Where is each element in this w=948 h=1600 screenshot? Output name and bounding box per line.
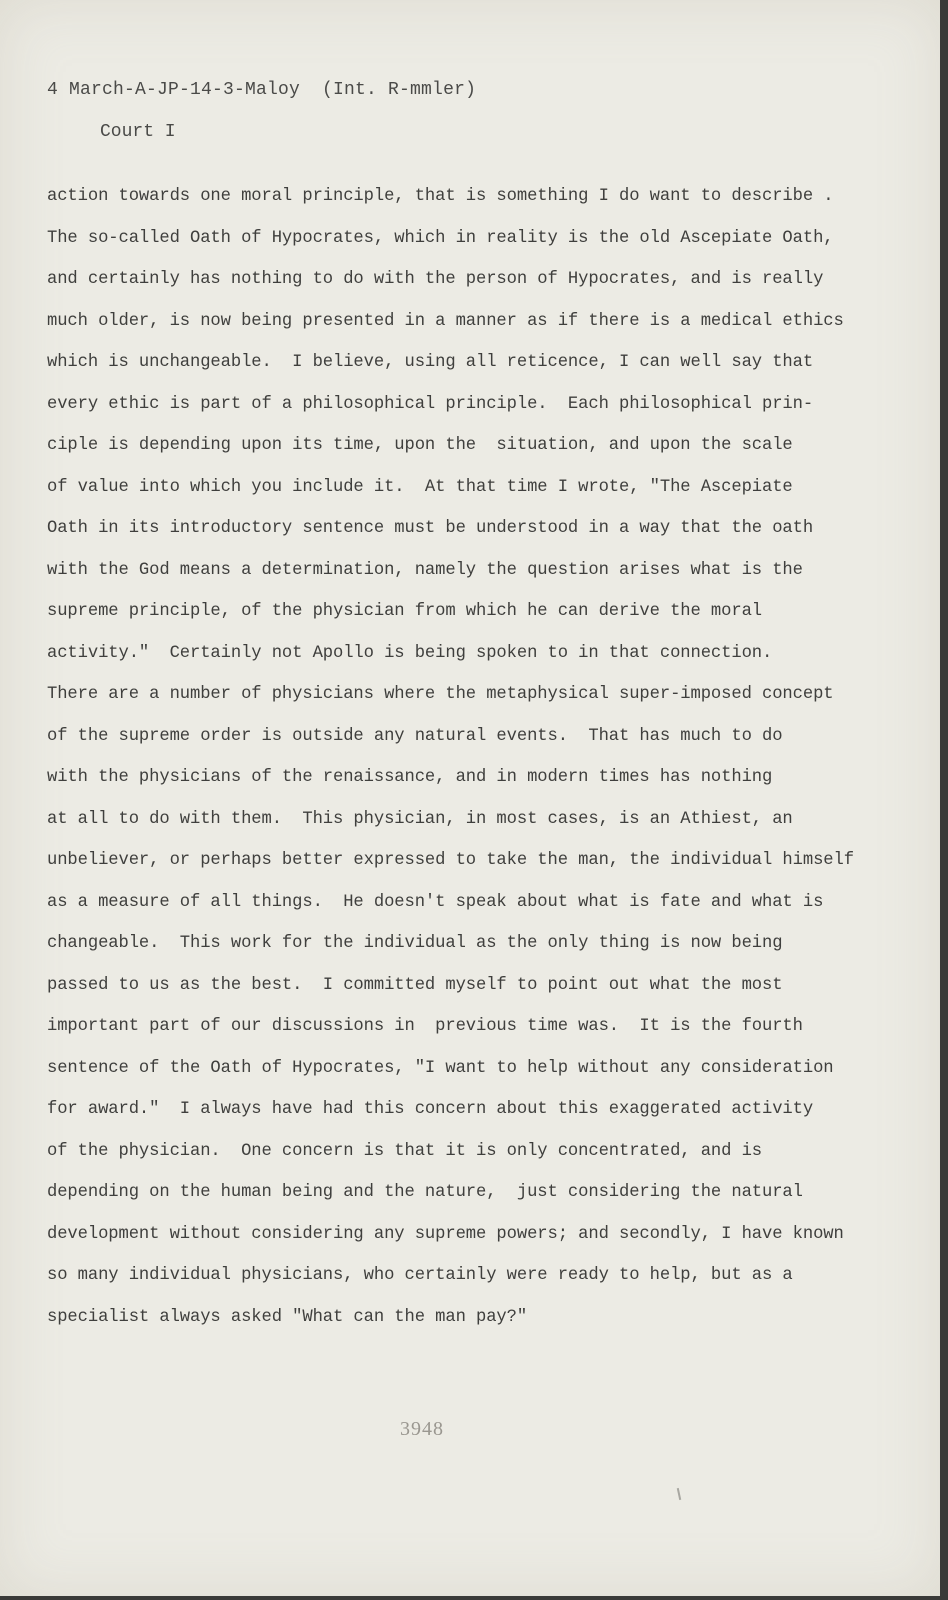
text-line: of the supreme order is outside any natural events. That has much to do [47, 726, 783, 746]
text-line: depending on the human being and the nature, just considering the natural [47, 1183, 803, 1202]
text-line: activity." Certainly not Apollo is being spoken to in that connection. [47, 643, 773, 663]
text-line: every ethic is part of a philosophical principle. Each philosophical prin- [47, 394, 814, 414]
text-line: Oath in its introductory sentence must be understood in a way that the oath [47, 519, 814, 538]
text-line: development without considering any supreme powers; and secondly, I have known [47, 1224, 844, 1244]
text-line: with the physicians of the renaissance, and in modern times has nothing [47, 768, 773, 787]
text-line: as a measure of all things. He doesn't speak about what is fate and what is [47, 892, 824, 912]
pencil-mark [677, 1488, 681, 1500]
text-line: of the physician. One concern is that it is only concentrated, and is [47, 1141, 762, 1161]
page-number: 3948 [400, 1418, 444, 1440]
text-line: changeable. This work for the individual as the only thing is now being [47, 934, 783, 953]
text-line: ciple is depending upon its time, upon the situation, and upon the scale [47, 436, 793, 455]
document-reference: 4 March-A-JP-14-3-Maloy (Int. R-mmler) [47, 80, 477, 100]
text-line: sentence of the Oath of Hypocrates, "I want to help without any consideration [47, 1058, 834, 1078]
text-line: supreme principle, of the physician from which he can derive the moral [47, 602, 762, 621]
text-line: at all to do with them. This physician, in most cases, is an Athiest, an [47, 809, 793, 829]
text-line: specialist always asked "What can the man pay?" [47, 1307, 528, 1327]
text-line: which is unchangeable. I believe, using all reticence, I can well say that [47, 353, 814, 372]
text-line: important part of our discussions in previous time was. It is the fourth [47, 1017, 803, 1036]
court-label: Court I [100, 122, 176, 142]
text-line: so many individual physicians, who certainly were ready to help, but as a [47, 1266, 793, 1285]
text-line: action towards one moral principle, that is something I do want to describe . [47, 187, 834, 206]
transcript-body [47, 182, 907, 1344]
text-line: with the God means a determination, namely the question arises what is the [47, 560, 803, 580]
text-line: passed to us as the best. I committed myself to point out what the most [47, 975, 783, 995]
text-line: There are a number of physicians where the metaphysical super-imposed concept [47, 685, 834, 704]
text-line: of value into which you include it. At that time I wrote, "The Ascepiate [47, 477, 793, 497]
text-line: for award." I always have had this concern about this exaggerated activity [47, 1100, 814, 1119]
text-line: much older, is now being presented in a manner as if there is a medical ethics [47, 311, 844, 331]
text-line: and certainly has nothing to do with the person of Hypocrates, and is really [47, 270, 824, 289]
text-line: unbeliever, or perhaps better expressed to take the man, the individual himself [47, 851, 854, 870]
text-line: The so-called Oath of Hypocrates, which in reality is the old Ascepiate Oath, [47, 228, 834, 248]
